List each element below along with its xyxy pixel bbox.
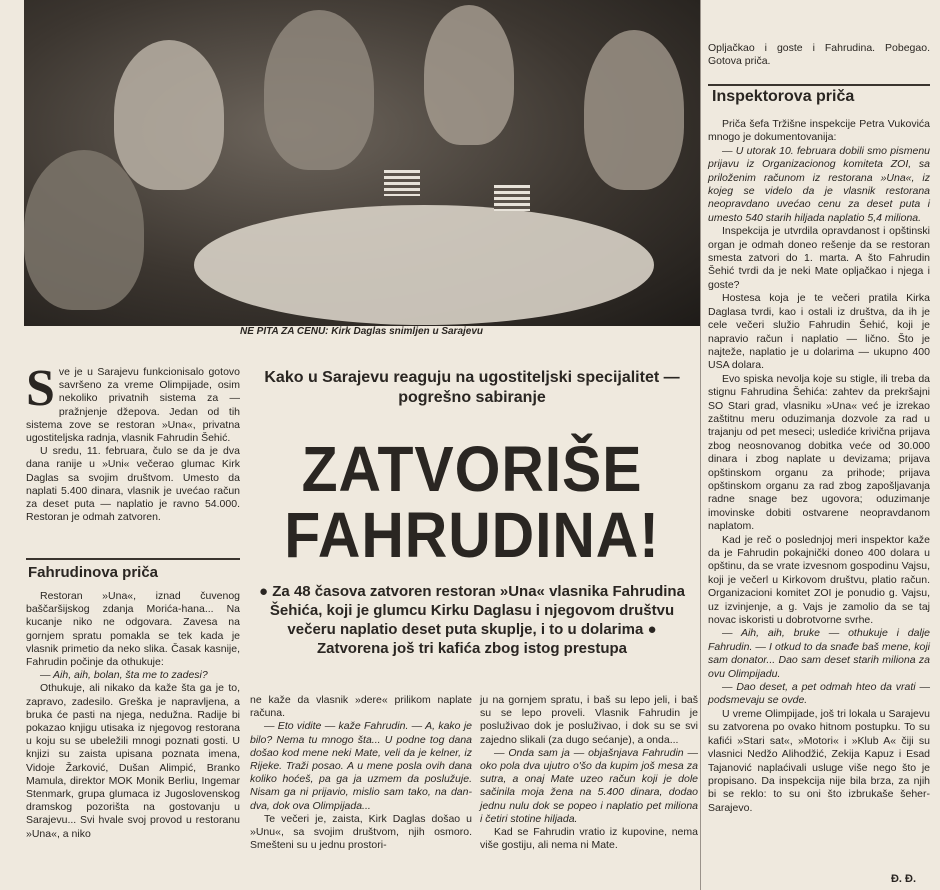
photo-caption: NE PITA ZA CENU: Kirk Daglas snimljen u Sarajevu: [240, 326, 484, 337]
right-column: [708, 0, 930, 890]
headline-kicker: Kako u Sarajevu reaguju na ugostiteljski specijalitet — pogrešno sabiranje: [264, 369, 680, 406]
paragraph: — U utorak 10. februara dobili smo pismenu prijavu iz Organizacionog komiteta ZOI, sa priloženim računom iz restorana »Una«, iz kojeg se videlo da je vlasnik restorana neopravdano uvećao cenu za deset puta i umesto 540 starih hiljada naplatio 5,4 miliona.: [708, 144, 930, 224]
paragraph: Othukuje, ali nikako da kaže šta ga je to, zapravo, zadesilo. Greška je napravljena, a bruka će pasti na njega, nedužna. Radije bi pokazao knjigu utisaka iz njegovog restorana u koju su se ubeležili mnogi poznati gosti. U knjizi su zaista upisana poznata imena, Vidoje Žarković, Dušan Alimpić, Branko Mamula, direktor MOK Monik Berliu, Ingemar Stenmark, grupa glumaca iz Jugoslovenskog dramskog pozorišta na gostovanju u Sarajevu... Svi hvale svoj provod u restoranu »Una«, a niko: [26, 682, 240, 840]
lead-paragraph: ve je u Sarajevu funkcionisalo gotovo savršeno za vreme Olimpijade, osim nekoliko privatnih sistema za — pražnjenje džepova. Jedan od tih sistema zove se restoran »Una«, privatna ugostiteljska radnja, vlasnik Fahrudin Šehić.: [26, 366, 240, 445]
drop-cap: S: [26, 360, 55, 417]
subhead-fahrudinova-prica: Fahrudinova priča: [28, 564, 159, 581]
subhead-rule: [26, 558, 240, 560]
subhead-rule: [708, 84, 930, 86]
paragraph: ne kaže da vlasnik »dere« prilikom naplate računa.: [250, 694, 472, 720]
subhead-inspektorova-prica: Inspektorova priča: [712, 88, 855, 105]
paragraph: — Dao deset, a pet odmah hteo da vrati — podsmevaju se ovde.: [708, 681, 930, 707]
column-2: [250, 694, 472, 852]
headline-line-1: ZATVORIŠE: [301, 433, 643, 505]
headline-line-2: FAHRUDINA!: [284, 499, 660, 571]
paragraph: — Onda sam ja — objašnjava Fahrudin — oko pola dva ujutro o'šo da kupim još mesa za sutra, a onaj Mate uzeo račun koji je dole sačinila moja žena na 5.400 dinara, dodao jednu nulu dok se popeo i naplatio pet miliona i četiri stotine hiljada.: [480, 746, 698, 825]
headline: [268, 433, 676, 571]
paragraph: — Eto vidite — kaže Fahrudin. — A, kako je bilo? Nema tu mnogo šta... U podne tog dana došao kod mene neki Mate, veli da je kelner, iz Rijeke. Traži posao. A u mene posla ovih dana koliko hoćeš, pa ga ja uzmem da poslužuje. Nisam ga ni prijavio, mislio sam tako, na dan-dva, dok ova Olimpijada...: [250, 720, 472, 812]
paragraph: Restoran »Una«, iznad čuvenog baščaršijskog zdanja Morića-hana... Na kucanje niko ne odgovara. Zavesa na gornjem spratu pomakla se tek kada je vlasnik primetio da neko slika. Časak kasnije, Fahrudin počinje da othukuje:: [26, 590, 240, 669]
paragraph: U vreme Olimpijade, još tri lokala u Sarajevu su zatvorena po ovako hitnom postupku. To su kafići »Stari sat«, »Motori« i »Klub A« čiji su vlasnici Nedžo Alihodžić, Zekija Kapuz i Esad Tajanović naplaćivali usluge više nego što je propisano. Da inspekcija nije bila brza, za njih bi se reklo: to su oni što izbrukaše šeher-Sarajevo.: [708, 707, 930, 814]
column-divider: [700, 0, 701, 890]
paragraph: Inspekcija je utvrdila opravdanost i opštinski organ je odmah doneo rešenje da se restoran smesta zatvori do 1. marta. A što Fahrudin Šehić tvrdi da je neki Mate opljačkao i njega i goste?: [708, 225, 930, 291]
bullet-icon: ●: [647, 621, 657, 638]
right-column-top-text: Opljačkao i goste i Fahrudina. Pobegao. Gotova priča.: [708, 42, 930, 68]
paragraph: Te večeri je, zaista, Kirk Daglas došao u »Unu«, sa svojim društvom, njih osmoro. Smešteni su u jednu prostori-: [250, 812, 472, 852]
left-column-body: [26, 590, 240, 841]
paragraph: U sredu, 11. februara, čulo se da je dva dana ranije u »Uni« večerao glumac Kirk Daglas sa svojim društvom. Umesto da naplati 5.400 dinara, vlasnik je uvećao račun za deset puta — naplatio je ravno 54.000. Restoran je odmah zatvoren.: [26, 445, 240, 524]
article-photo: [24, 0, 700, 326]
lead-column: [26, 360, 240, 524]
author-signature: Đ. Đ.: [890, 872, 916, 885]
paragraph: Hostesa koja je te večeri pratila Kirka Daglasa tvrdi, kao i ostali iz društva, da ih je cele večeri služio Fahrudin Šehić, koji je napravio račun i naplatio — lično. Što je najteže, naplatio je u dolarima — ukupno 400 USA dolara.: [708, 292, 930, 372]
paragraph: Kad se Fahrudin vratio iz kupovine, nema više gostiju, ali nema ni Mate.: [480, 826, 698, 852]
paragraph: Kad je reč o poslednjoj meri inspektor kaže da je Fahrudin pokajnički doneo 400 dolara u opštinu, da se vrate izvesnom gospodinu Vajsu, koji je večerl u Kirkovom društvu, platio račun. Organizacioni komitet ZOI je ponudio g. Vajsu, uz izvinjenje, a g. Vajs je zamolio da se taj novac iskoristi u dobrotvorne svrhe.: [708, 533, 930, 627]
right-column-body: [708, 118, 930, 815]
paragraph: ju na gornjem spratu, i baš su lepo jeli, i baš su se lepo proveli. Vlasnik Fahrudin je posluživao dok je posluživao, i dok su se svi zajedno slikali (za dugo sećanje), a onda...: [480, 694, 698, 746]
bullet-icon: ●: [259, 583, 269, 600]
headline-deck: ● Za 48 časova zatvoren restoran »Una« vlasnika Fahrudina Šehića, koji je glumcu Kirku Daglasu i njegovom društvu večeru naplatio deset puta skuplje, i to u dolarima ● Zatvorena još tri kafića zbog istog prestupa: [259, 583, 685, 657]
column-3: [480, 694, 698, 852]
paragraph: Priča šefa Tržišne inspekcije Petra Vukovića mnogo je dokumentovanija:: [708, 118, 930, 144]
paragraph: Evo spiska nevolja koje su stigle, ili treba da stignu Fahrudina Šehića: zahtev da prekršajni SO Stari grad, vlasniku »Una« već je izrekao zaštitnu meru oduzimanja dozvole za rad u trajanju od pet meseci; usledićе krivična prijava zbog neosnovanog dobitka veće od 30.000 dinara i zbog naplate u devizama; prijava opštinskom organu za prihode; prijava opštinskom organu za rad zbog zapošljavanja radne snage bez ugovora; oduzimanje imovinske dobiti ostvarene neopravdanom naplatom.: [708, 372, 930, 533]
paragraph: — Aih, aih, bolan, šta me to zadesi?: [40, 669, 208, 682]
paragraph: — Aih, aih, bruke — othukuje i dalje Fahrudin. — I otkud to da snađe baš mene, koji sam donator... Dao sam deset starih miliona za ovu Olimpijadu.: [708, 627, 930, 680]
